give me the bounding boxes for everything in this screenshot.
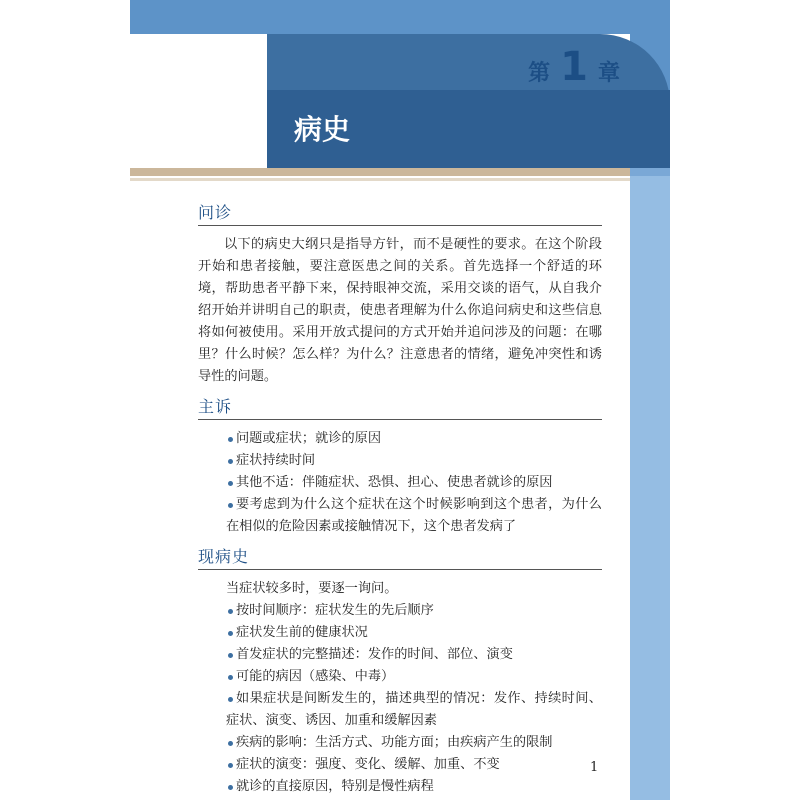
section-paragraph: 以下的病史大纲只是指导方针，而不是硬性的要求。在这个阶段开始和患者接触，要注意医患之间的关系。首先选择一个舒适的环境，帮助患者平静下来，保持眼神交流，采用交谈的语气，从自我介绍开始并讲明自己的职责，使患者理解为什么你追问病史和这些信息将如何被使用。采用开放式提问的方式开始并追问涉及的问题：在哪里？什么时候？怎么样？为什么？注意患者的情绪，避免冲突性和诱导性的问题。 [198, 237, 602, 384]
bullet-icon [228, 697, 233, 702]
bullet-icon [228, 675, 233, 680]
page-sidebar [630, 176, 670, 800]
chapter-title: 病史 [294, 113, 351, 146]
bullet-icon [228, 481, 233, 486]
list-item: 首发症状的完整描述：发作的时间、部位、演变 [198, 644, 602, 666]
bullet-icon [228, 785, 233, 790]
bullet-icon [228, 609, 233, 614]
bullet-icon [228, 741, 233, 746]
list-item: 可能的病因（感染、中毒） [198, 666, 602, 688]
chapter-label [528, 44, 620, 90]
list-item: 问题或症状；就诊的原因 [198, 428, 602, 450]
header-divider [130, 168, 670, 176]
section-inquiry [198, 200, 602, 388]
header-divider-light [130, 178, 630, 181]
list-item: 疾病的影响：生活方式、功能方面；由疾病产生的限制 [198, 732, 602, 754]
bullet-icon [228, 763, 233, 768]
list-item: 其他不适：伴随症状、恐惧、担心、使患者就诊的原因 [198, 472, 602, 494]
bullet-list [198, 600, 602, 798]
sidebar-cap [630, 168, 670, 176]
list-item: 症状持续时间 [198, 450, 602, 472]
chapter-number: 1 [560, 44, 588, 90]
list-item: 如果症状是间断发生的，描述典型的情况：发作、持续时间、症状、演变、诱因、加重和缓解因素 [226, 691, 602, 728]
list-item: 症状的演变：强度、变化、缓解、加重、不变 [198, 754, 602, 776]
page-number: 1 [590, 760, 599, 775]
bullet-icon [228, 653, 233, 658]
bullet-list [198, 428, 602, 538]
list-item: 要考虑到为什么这个症状在这个时候影响到这个患者，为什么在相似的危险因素或接触情况下，这个患者发病了 [226, 497, 602, 534]
section-title: 问诊 [198, 200, 602, 226]
bullet-icon [228, 459, 233, 464]
chapter-suffix: 章 [597, 61, 620, 86]
section-chief-complaint [198, 394, 602, 538]
list-item: 就诊的直接原因，特别是慢性病程 [198, 776, 602, 798]
list-item: 症状发生前的健康状况 [198, 622, 602, 644]
section-lead: 当症状较多时，要逐一询问。 [226, 581, 398, 596]
list-item: 按时间顺序：症状发生的先后顺序 [198, 600, 602, 622]
section-title: 现病史 [198, 544, 602, 570]
bullet-icon [228, 631, 233, 636]
body-content [198, 200, 602, 804]
chapter-prefix: 第 [528, 61, 551, 86]
bullet-icon [228, 503, 233, 508]
section-present-illness [198, 544, 602, 798]
bullet-icon [228, 437, 233, 442]
section-title: 主诉 [198, 394, 602, 420]
header-top-strip [130, 0, 670, 34]
